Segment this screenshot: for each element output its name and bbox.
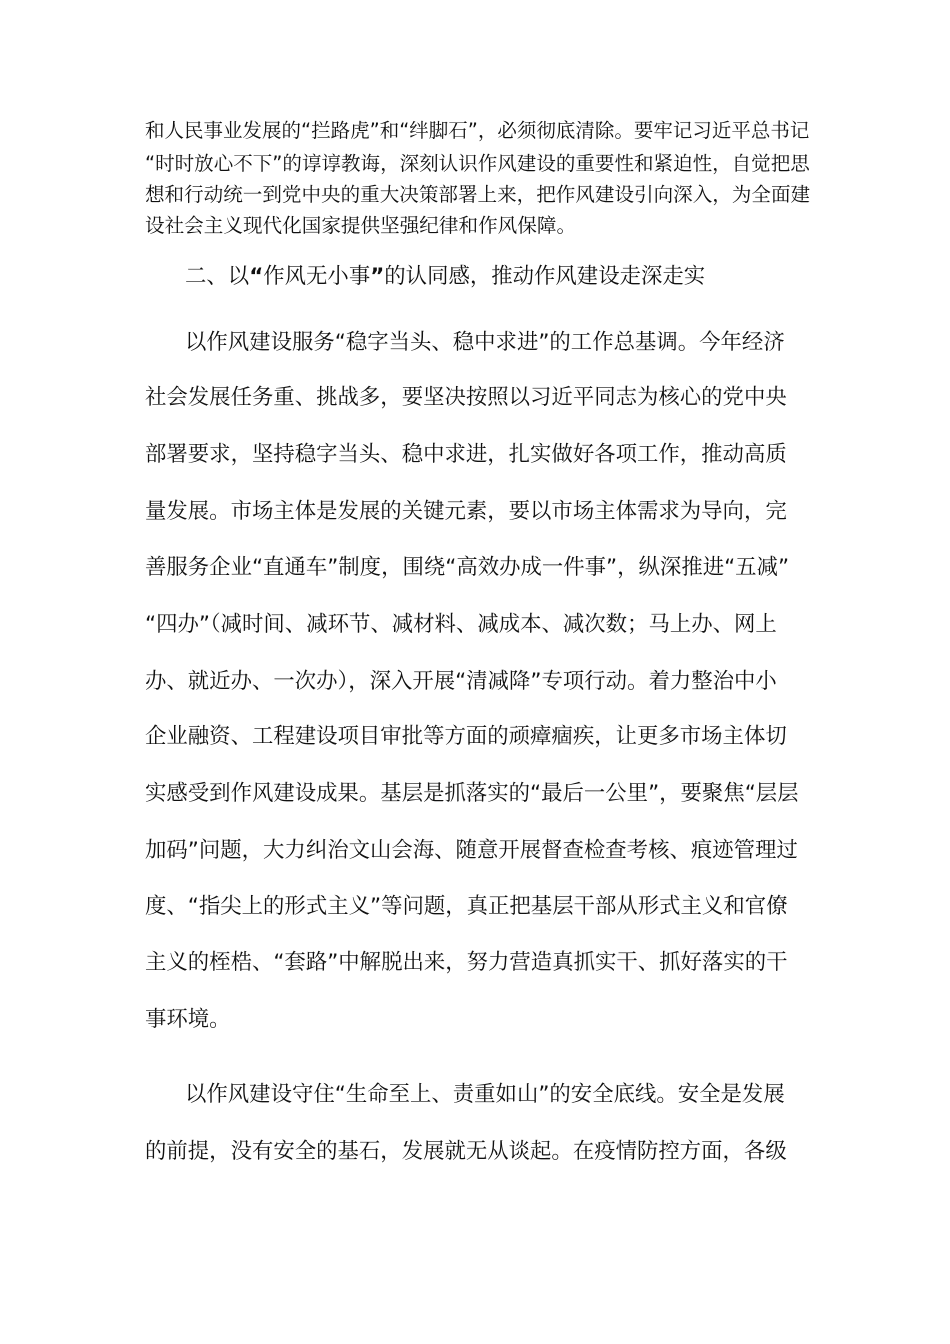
paragraph-1-line-12: 主义的桎梏、“套路”中解脱出来，努力营造真抓实干、抓好落实的干 [145, 950, 788, 975]
section-heading-prefix: 二、以 [185, 264, 250, 289]
paragraph-1-line-11: 度、“指尖上的形式主义”等问题，真正把基层干部从形式主义和官僚 [145, 894, 788, 919]
paragraph-1-line-1: 以作风建设服务“稳字当头、稳中求进”的工作总基调。今年经济 [185, 330, 785, 355]
paragraph-1-line-3: 部署要求，坚持稳字当头、稳中求进，扎实做好各项工作，推动高质 [145, 442, 787, 467]
section-heading-suffix: 的认同感，推动作风建设走深走实 [384, 264, 706, 289]
section-heading [185, 262, 705, 292]
intro-line-1: 和人民事业发展的“拦路虎”和“绊脚石”，必须彻底清除。要牢记习近平总书记 [145, 119, 810, 142]
section-heading-open-quote: “ [249, 264, 264, 289]
paragraph-1-line-13: 事环境。 [145, 1007, 231, 1032]
section-heading-phrase: 作风无小事 [263, 264, 371, 289]
paragraph-1-line-10: 加码”问题，大力纠治文山会海、随意开展督查检查考核、痕迹管理过 [145, 838, 798, 863]
paragraph-1-line-2: 社会发展任务重、挑战多，要坚决按照以习近平同志为核心的党中央 [145, 385, 787, 410]
section-heading-close-quote: ” [370, 264, 385, 289]
paragraph-1-line-9: 实感受到作风建设成果。基层是抓落实的“最后一公里”，要聚焦“层层 [145, 781, 799, 806]
paragraph-1-line-5: 善服务企业“直通车”制度，围绕“高效办成一件事”，纵深推进“五减” [145, 555, 790, 580]
paragraph-1-line-7: 办、就近办、一次办），深入开展“清减降”专项行动。着力整治中小 [145, 669, 777, 694]
paragraph-1-line-6: “四办”（减时间、减环节、减材料、减成本、减次数；马上办、网上 [145, 612, 777, 637]
paragraph-2-line-2: 的前提，没有安全的基石，发展就无从谈起。在疫情防控方面，各级 [145, 1139, 787, 1164]
paragraph-1-line-4: 量发展。市场主体是发展的关键元素，要以市场主体需求为导向，完 [145, 499, 787, 524]
intro-line-3: 想和行动统一到党中央的重大决策部署上来，把作风建设引向深入，为全面建 [145, 183, 811, 206]
intro-line-4: 设社会主义现代化国家提供坚强纪律和作风保障。 [145, 214, 577, 237]
intro-line-2: “时时放心不下”的谆谆教诲，深刻认识作风建设的重要性和紧迫性，自觉把思 [145, 152, 810, 175]
paragraph-2-line-1: 以作风建设守住“生命至上、责重如山”的安全底线。安全是发展 [185, 1082, 785, 1107]
paragraph-1-line-8: 企业融资、工程建设项目审批等方面的顽瘴痼疾，让更多市场主体切 [145, 724, 787, 749]
